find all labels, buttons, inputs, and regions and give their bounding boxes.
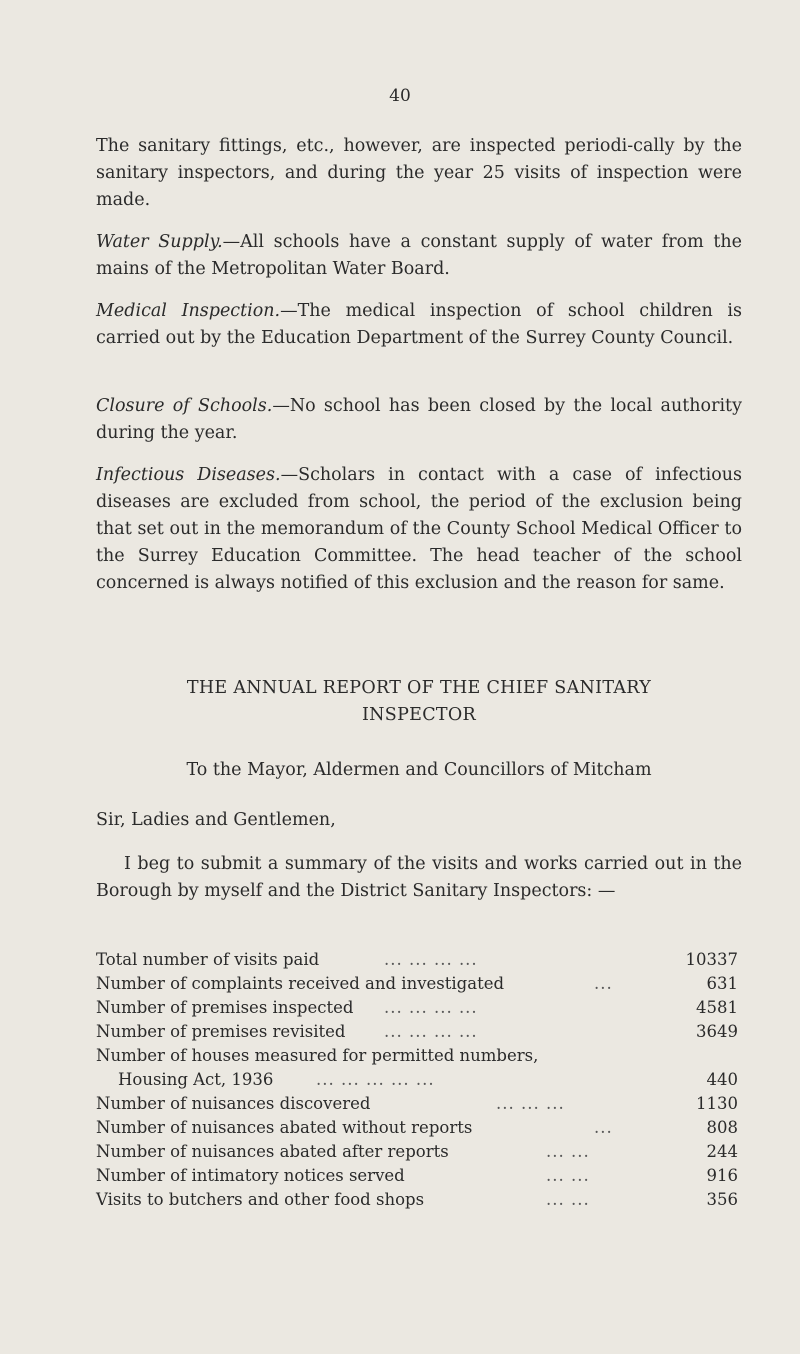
report-intro: I beg to submit a summary of the visits and works carried out in the Borough by myself and the District Sanitary Inspectors: — bbox=[96, 854, 742, 901]
paragraph-text: —No school has been closed by the local authority during the year. bbox=[96, 396, 742, 443]
stat-label: Number of nuisances discovered bbox=[96, 1094, 371, 1113]
leader-dots: ... ... ... ... ... bbox=[316, 1070, 435, 1089]
stat-label: Number of complaints received and investigated bbox=[96, 974, 505, 993]
paragraph-closure-of-schools bbox=[96, 393, 742, 447]
stat-value: 631 bbox=[706, 974, 738, 993]
paragraph-medical-inspection bbox=[96, 298, 742, 352]
leader-dots: ... ... bbox=[546, 1142, 590, 1161]
paragraph-lead: Medical Inspection. bbox=[96, 301, 281, 321]
paragraph-text: —All schools have a constant supply of water from the mains of the Metropolitan Water Board. bbox=[96, 232, 742, 279]
stat-label: Number of premises revisited bbox=[96, 1022, 346, 1041]
leader-dots: ... ... ... ... bbox=[384, 950, 478, 969]
paragraph-sanitary-fittings bbox=[96, 133, 742, 214]
stat-value: 356 bbox=[706, 1190, 738, 1209]
stat-row bbox=[96, 1020, 738, 1044]
stat-label: Number of intimatory notices served bbox=[96, 1166, 405, 1185]
stat-label: Number of premises inspected bbox=[96, 998, 354, 1017]
report-address: To the Mayor, Aldermen and Councillors of Mitcham bbox=[186, 760, 652, 780]
paragraph-lead: Water Supply. bbox=[96, 232, 223, 252]
paragraph-lead: Infectious Diseases. bbox=[96, 465, 281, 485]
stat-label: Number of houses measured for permitted numbers, bbox=[96, 1046, 539, 1065]
report-heading-line-1: THE ANNUAL REPORT OF THE CHIEF SANITARY bbox=[186, 678, 652, 698]
stat-row bbox=[96, 948, 738, 972]
stat-row bbox=[96, 1116, 738, 1140]
leader-dots: ... ... ... ... bbox=[384, 998, 478, 1017]
stat-row bbox=[96, 1164, 738, 1188]
leader-dots: ... ... bbox=[546, 1166, 590, 1185]
stat-value: 3649 bbox=[696, 1022, 738, 1041]
page-number: 40 bbox=[389, 86, 411, 106]
leader-dots: ... ... ... ... bbox=[384, 1022, 478, 1041]
stat-label: Number of nuisances abated after reports bbox=[96, 1142, 449, 1161]
report-heading bbox=[96, 675, 742, 729]
stat-row bbox=[96, 972, 738, 996]
paragraph-water-supply bbox=[96, 229, 742, 283]
report-salutation: Sir, Ladies and Gentlemen, bbox=[96, 810, 336, 830]
stat-row bbox=[96, 1044, 738, 1068]
stat-value: 440 bbox=[706, 1070, 738, 1089]
stat-row bbox=[96, 1188, 738, 1212]
stat-value: 1130 bbox=[696, 1094, 738, 1113]
leader-dots: ... ... ... bbox=[496, 1094, 565, 1113]
paragraph-lead: Closure of Schools. bbox=[96, 396, 273, 416]
stat-label: Housing Act, 1936 bbox=[118, 1070, 274, 1089]
stat-value: 808 bbox=[706, 1118, 738, 1137]
paragraph-infectious-diseases bbox=[96, 462, 742, 597]
paragraph-text: —Scholars in contact with a case of infectious diseases are excluded from school, the period of the exclusion being that set out in the memorandum of the County School Medical Officer to the Surrey Education Committee. The head teacher of the school concerned is always notified of this exclusion and the reason for same. bbox=[96, 465, 742, 593]
stat-value: 244 bbox=[706, 1142, 738, 1161]
stat-label: Visits to butchers and other food shops bbox=[96, 1190, 425, 1209]
stat-value: 4581 bbox=[696, 998, 738, 1017]
stat-row bbox=[96, 1140, 738, 1164]
paragraph-text: —The medical inspection of school children is carried out by the Education Department of the Surrey County Council. bbox=[96, 301, 742, 348]
stat-row bbox=[96, 1092, 738, 1116]
report-heading-line-2: INSPECTOR bbox=[361, 705, 477, 725]
paragraph-text: The sanitary fittings, etc., however, are inspected periodi-cally by the sanitary inspectors, and during the year 25 visits of inspection were made. bbox=[96, 136, 742, 210]
leader-dots: ... ... bbox=[546, 1190, 590, 1209]
stat-label: Number of nuisances abated without reports bbox=[96, 1118, 473, 1137]
leader-dots: ... bbox=[594, 974, 613, 993]
stat-label: Total number of visits paid bbox=[96, 950, 320, 969]
stat-row bbox=[96, 996, 738, 1020]
stat-value: 10337 bbox=[685, 950, 738, 969]
leader-dots: ... bbox=[594, 1118, 613, 1137]
stat-value: 916 bbox=[706, 1166, 738, 1185]
stat-row bbox=[96, 1068, 738, 1092]
